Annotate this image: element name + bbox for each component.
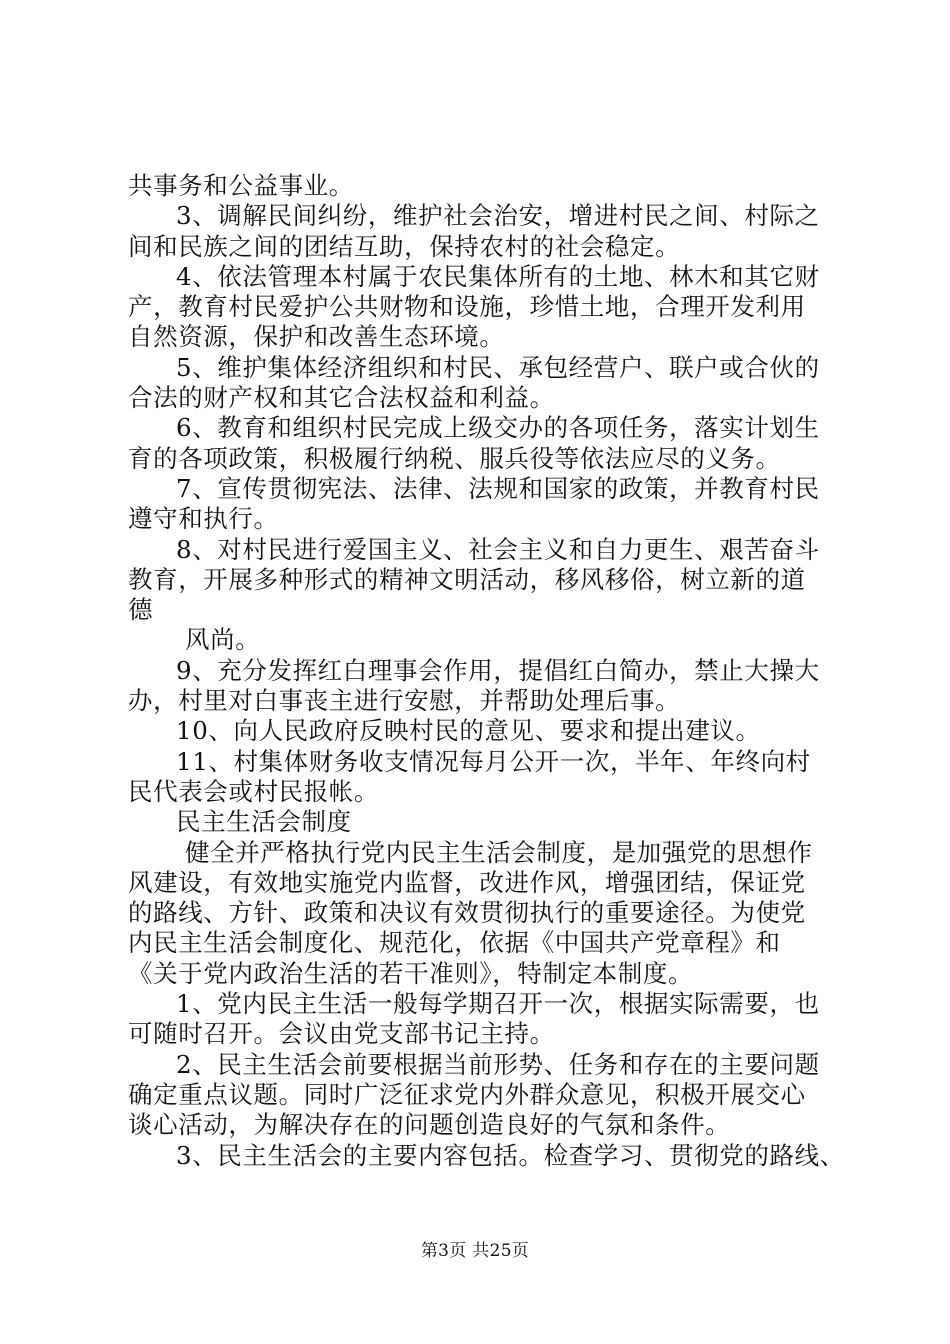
text-line: 11、村集体财务收支情况每月公开一次，半年、年终向村 (176, 746, 811, 776)
text-line: 德 (128, 595, 154, 625)
text-line: 教育，开展多种形式的精神文明活动，移风移俗，树立新的道 (128, 564, 806, 594)
text-line: 风尚。 (185, 625, 261, 655)
text-line: 可随时召开。会议由党支部书记主持。 (128, 1019, 555, 1049)
text-line: 风建设，有效地实施党内监督，改进作风，增强团结，保证党 (128, 867, 806, 897)
text-line: 办，村里对白事丧主进行安慰，并帮助处理后事。 (128, 686, 681, 716)
text-line: 1、党内民主生活一般每学期召开一次，根据实际需要，也 (176, 989, 820, 1019)
text-line: 确定重点议题。同时广泛征求党内外群众意见，积极开展交心 (128, 1079, 806, 1109)
text-line: 8、对村民进行爱国主义、社会主义和自力更生、艰苦奋斗 (176, 534, 820, 564)
text-line: 3、民主生活会的主要内容包括。检查学习、贯彻党的路线、 (176, 1140, 845, 1170)
text-line: 7、宣传贯彻宪法、法律、法规和国家的政策，并教育村民 (176, 473, 820, 503)
text-line: 间和民族之间的团结互助，保持农村的社会稳定。 (128, 231, 681, 261)
document-body (128, 171, 845, 1171)
text-line: 产，教育村民爱护公共财物和设施，珍惜土地，合理开发利用 (128, 292, 806, 322)
text-line: 育的各项政策，积极履行纳税、服兵役等依法应尽的义务。 (128, 443, 781, 473)
text-line: 9、充分发挥红白理事会作用，提倡红白简办，禁止大操大 (176, 655, 820, 685)
text-line: 自然资源，保护和改善生态环境。 (128, 322, 505, 352)
text-line: 民代表会或村民报帐。 (128, 776, 379, 806)
text-line: 2、民主生活会前要根据当前形势、任务和存在的主要问题 (176, 1049, 820, 1079)
text-line: 健全并严格执行党内民主生活会制度，是加强党的思想作 (185, 837, 813, 867)
text-line: 内民主生活会制度化、规范化，依据《中国共产党章程》和 (128, 928, 781, 958)
text-line: 6、教育和组织村民完成上级交办的各项任务，落实计划生 (176, 413, 820, 443)
text-line: 4、依法管理本村属于农民集体所有的土地、林木和其它财 (176, 261, 820, 291)
text-line: 《关于党内政治生活的若干准则》，特制定本制度。 (128, 958, 694, 988)
page-number-footer: 第3页 共25页 (420, 1241, 530, 1261)
text-line: 5、维护集体经济组织和村民、承包经营户、联户或合伙的 (176, 352, 820, 382)
text-line: 10、向人民政府反映村民的意见、要求和提出建议。 (176, 716, 761, 746)
text-line: 合法的财产权和其它合法权益和利益。 (128, 383, 555, 413)
text-line: 共事务和公益事业。 (128, 171, 354, 200)
text-line: 3、调解民间纠纷，维护社会治安，增进村民之间、村际之 (176, 201, 820, 231)
section-heading: 民主生活会制度 (176, 807, 352, 837)
text-line: 的路线、方针、政策和决议有效贯彻执行的重要途径。为使党 (128, 898, 806, 928)
text-line: 遵守和执行。 (128, 504, 279, 534)
text-line: 谈心活动，为解决存在的问题创造良好的气氛和条件。 (128, 1110, 731, 1140)
